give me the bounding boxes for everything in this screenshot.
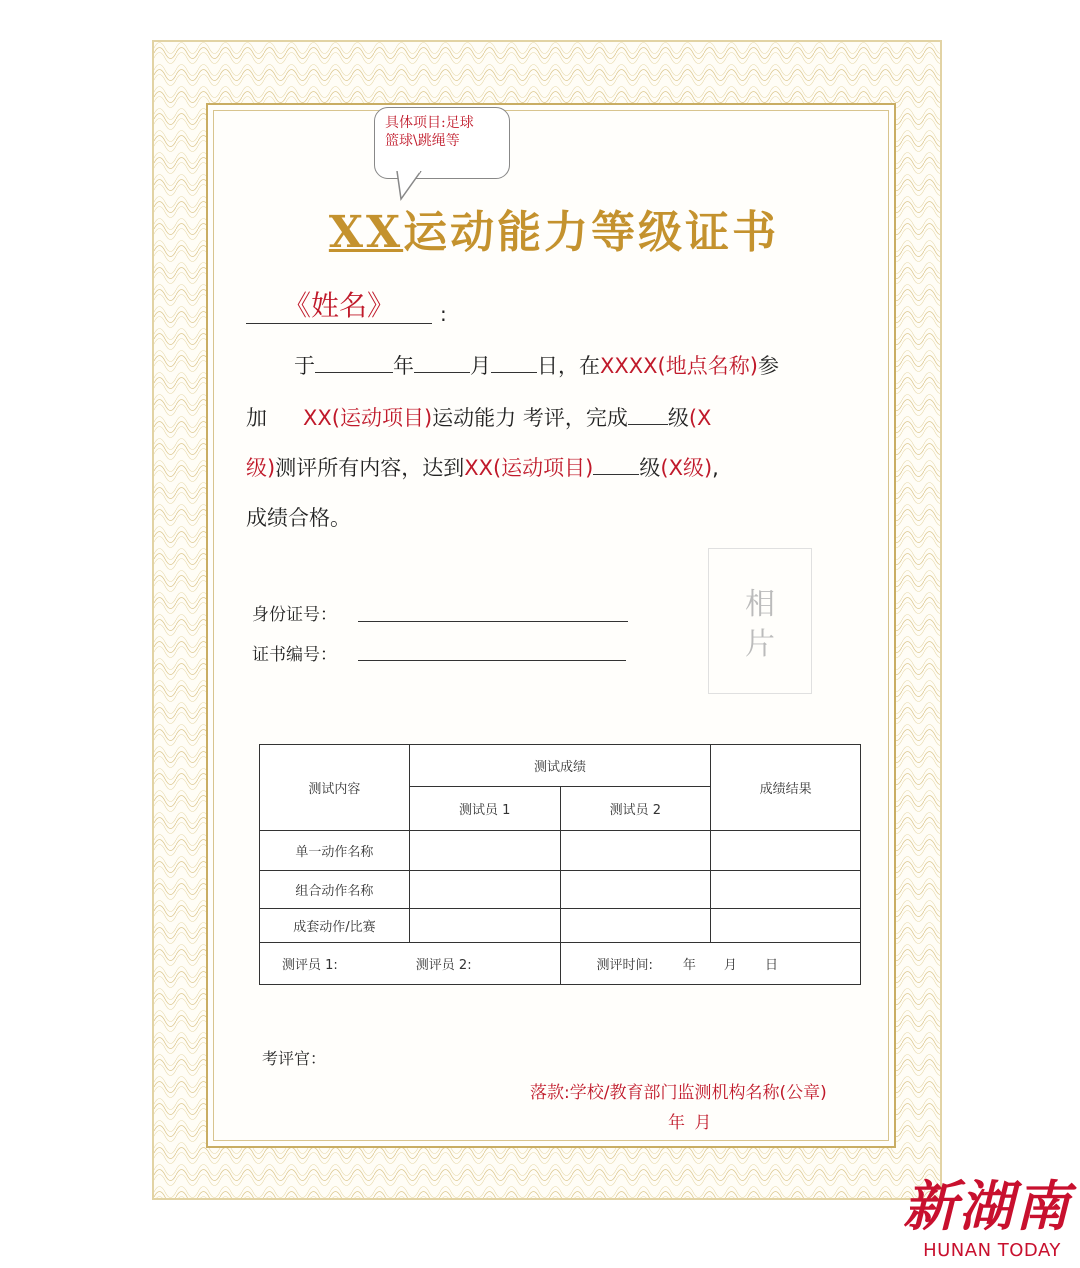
header-test-content: 测试内容 [260,745,410,831]
footer-tester-2: 测评员 2: [415,958,472,973]
level-blank [593,456,639,475]
text: 于 [294,354,315,378]
body-line-4: 成绩合格。 [246,506,351,530]
name-underline [246,323,432,324]
text: , [712,456,719,480]
text: 年 [393,354,414,378]
certificate-title [244,196,864,260]
year-blank [315,354,393,373]
score-cell[interactable] [560,909,711,943]
examiner-label: 考评官： [262,1049,327,1068]
row-label: 成套动作/比赛 [260,909,410,943]
score-cell[interactable] [560,871,711,909]
cert-number-label: 证书编号： [252,645,337,665]
title-prefix: XX [328,207,404,258]
footer-tester-1: 测评员 1: [282,958,338,973]
header-result: 成绩结果 [711,745,861,831]
level-placeholder: 级) [246,456,276,480]
text: 日，在 [537,354,600,378]
sport-placeholder: XX(运动项目) [303,406,433,430]
score-cell[interactable] [409,831,560,871]
score-cell[interactable] [409,909,560,943]
header-tester-2: 测试员 2 [560,787,711,831]
footer-testers [260,943,561,985]
text: 月 [470,354,491,378]
footer-month: 月 [723,958,737,973]
footer-year: 年 [682,958,696,973]
project-callout [374,107,510,179]
footer-time-label: 测评时间: [596,958,653,973]
text: 运动能力 考评，完成 [432,406,628,430]
issuer-signature: 落款:学校/教育部门监测机构名称(公章) [530,1083,827,1103]
footer-time [560,943,860,985]
callout-line-1: 具体项目:足球 [385,115,474,131]
photo-label-1: 相 [745,587,775,622]
level-placeholder: (X级) [660,456,713,480]
title-main: 运动能力等级证书 [403,207,780,258]
row-label: 单一动作名称 [260,831,410,871]
name-colon: : [440,302,447,326]
hunan-logo: 新湖南 [903,1174,1071,1238]
score-cell[interactable] [560,831,711,871]
score-table [259,744,861,985]
table-row [260,871,861,909]
month-blank [414,354,470,373]
id-number-line[interactable] [358,621,628,622]
result-cell[interactable] [711,909,861,943]
footer-day: 日 [764,958,778,973]
issue-date: 年 月 [668,1113,714,1133]
location-placeholder: XXXX(地点名称) [600,354,758,378]
header-tester-1: 测试员 1 [409,787,560,831]
callout-line-2: 篮球\跳绳等 [385,133,460,149]
text: 级 [639,456,661,480]
sport-placeholder: XX(运动项目) [464,456,594,480]
table-footer-row [260,943,861,985]
cert-number-line[interactable] [358,660,626,661]
hunan-logo-subtitle: HUNAN TODAY [923,1240,1061,1261]
name-placeholder: 《姓名》 [282,289,395,322]
level-blank [628,406,668,425]
header-test-score: 测试成绩 [409,745,710,787]
day-blank [491,354,537,373]
level-placeholder: (X [688,406,712,430]
text: 参 [757,354,779,378]
text: 加 [246,406,267,430]
body-line-2 [246,402,711,432]
table-row [260,909,861,943]
body-line-3 [246,452,719,482]
body-line-1 [294,350,779,380]
result-cell[interactable] [711,871,861,909]
id-number-label: 身份证号： [252,605,337,625]
score-cell[interactable] [409,871,560,909]
photo-label-2: 片 [745,627,775,662]
text: 级 [667,406,689,430]
photo-placeholder [708,548,812,694]
table-row [260,831,861,871]
result-cell[interactable] [711,831,861,871]
text: 测评所有内容，达到 [275,456,465,480]
row-label: 组合动作名称 [260,871,410,909]
